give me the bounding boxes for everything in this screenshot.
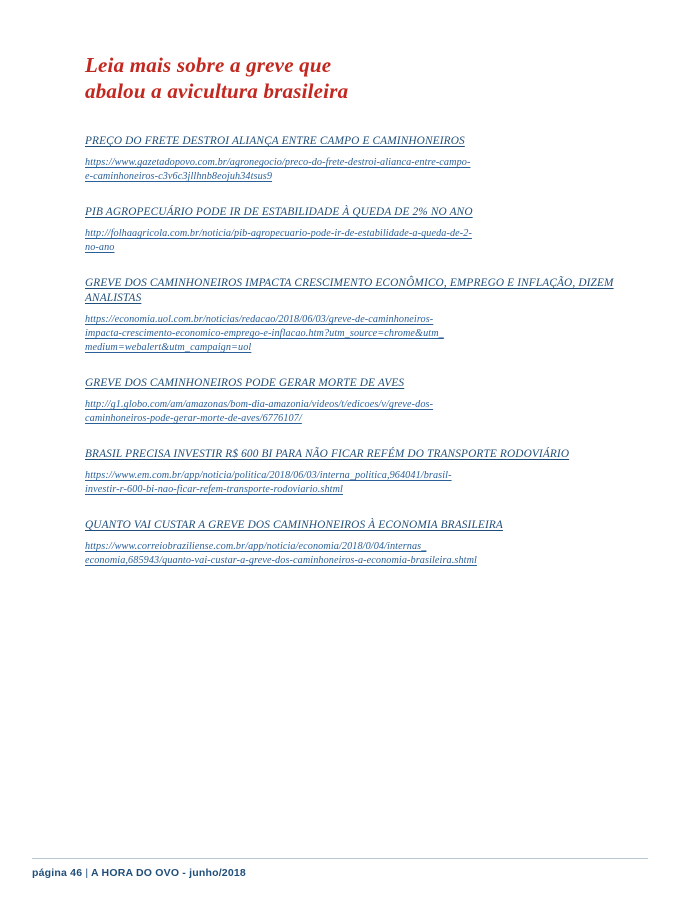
list-item (85, 205, 630, 255)
article-link-url-line: https://www.em.com.br/app/noticia/politica/2018/06/03/interna_politica,964041/brasil- (85, 470, 452, 481)
footer-page-number: página 46 (32, 867, 83, 879)
article-link-url-line: http://g1.globo.com/am/amazonas/bom-dia-amazonia/videos/t/edicoes/v/greve-dos- (85, 399, 434, 410)
page-title-line-2: abalou a avicultura brasileira (85, 79, 349, 103)
article-link-url-line: https://economia.uol.com.br/noticias/redacao/2018/06/03/greve-de-caminhoneiros- (85, 314, 434, 325)
article-link-url[interactable] (85, 540, 630, 568)
list-item (85, 276, 630, 355)
article-link-url-line: https://www.gazetadopovo.com.br/agronegocio/preco-do-frete-destroi-alianca-entre-campo- (85, 157, 471, 168)
article-link-url[interactable] (85, 227, 630, 255)
list-item (85, 447, 630, 497)
article-link-url[interactable] (85, 313, 630, 355)
footer-text (32, 867, 648, 879)
footer-divider (32, 858, 648, 859)
list-item (85, 134, 630, 184)
article-link-title[interactable]: GREVE DOS CAMINHONEIROS IMPACTA CRESCIMENTO ECONÔMICO, EMPREGO E INFLAÇÃO, DIZEM ANALISTAS (85, 277, 614, 304)
list-item (85, 376, 630, 426)
page-title-line-1: Leia mais sobre a greve que (85, 53, 332, 77)
article-link-url-line: medium=webalert&utm_campaign=uol (85, 342, 252, 353)
list-item (85, 518, 630, 568)
footer-publication: A HORA DO OVO - junho/2018 (91, 867, 246, 879)
article-link-url-line: http://folhaagricola.com.br/noticia/pib-agropecuario-pode-ir-de-estabilidade-a-queda-de-2- (85, 228, 472, 239)
article-link-url-line: e-caminhoneiros-c3v6c3jllhnb8eojuh34tsus9 (85, 171, 273, 182)
page-title (85, 52, 630, 104)
article-link-url-line: economia,685943/quanto-vai-custar-a-greve-dos-caminhoneiros-a-economia-brasileira.shtml (85, 555, 477, 566)
article-link-url-line: https://www.correiobraziliense.com.br/app/noticia/economia/2018/0/04/internas_ (85, 541, 427, 552)
article-link-url-line: impacta-crescimento-economico-emprego-e-inflacao.htm?utm_source=chrome&utm_ (85, 328, 444, 339)
article-link-title[interactable]: PIB AGROPECUÁRIO PODE IR DE ESTABILIDADE À QUEDA DE 2% NO ANO (85, 206, 473, 218)
article-link-title[interactable]: GREVE DOS CAMINHONEIROS PODE GERAR MORTE DE AVES (85, 377, 405, 389)
article-link-url[interactable] (85, 469, 630, 497)
article-link-url[interactable] (85, 398, 630, 426)
footer-separator: | (85, 867, 89, 879)
article-content (85, 52, 630, 589)
article-link-url-line: caminhoneiros-pode-gerar-morte-de-aves/6776107/ (85, 413, 302, 424)
article-link-title[interactable]: BRASIL PRECISA INVESTIR R$ 600 BI PARA NÃO FICAR REFÉM DO TRANSPORTE RODOVIÁRIO (85, 448, 570, 460)
article-link-url[interactable] (85, 156, 630, 184)
article-link-title[interactable]: PREÇO DO FRETE DESTROI ALIANÇA ENTRE CAMPO E CAMINHONEIROS (85, 135, 465, 147)
article-link-url-line: no-ano (85, 242, 115, 253)
page-footer (32, 858, 648, 879)
article-link-url-line: investir-r-600-bi-nao-ficar-refem-transporte-rodoviario.shtml (85, 484, 343, 495)
article-link-title[interactable]: QUANTO VAI CUSTAR A GREVE DOS CAMINHONEIROS À ECONOMIA BRASILEIRA (85, 519, 503, 531)
